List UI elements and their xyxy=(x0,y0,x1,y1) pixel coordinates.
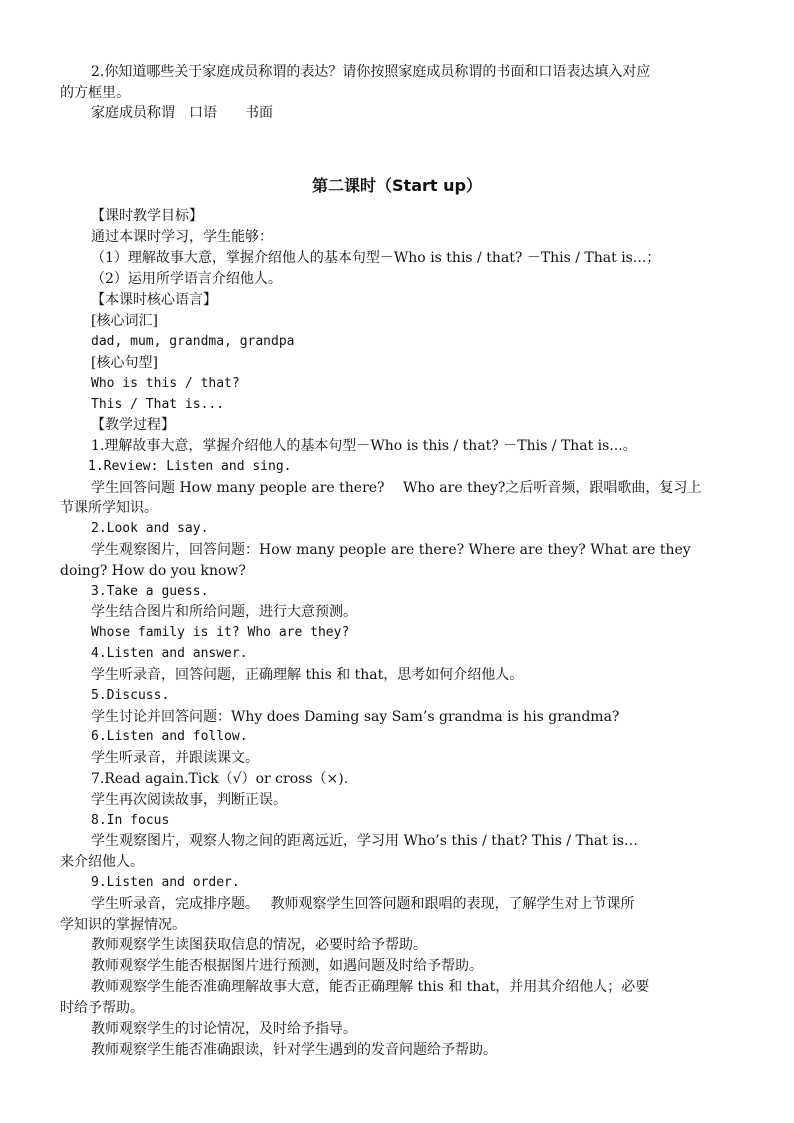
body-line: 教师观察学生能否准确理解故事大意，能否正确理解 this 和 that，并用其介绍他人；必要 xyxy=(91,979,650,995)
body-line: 学生回答问题 How many people are there? Who are they?之后听音频，跟唱歌曲，复习上 xyxy=(91,480,702,496)
family-terms-header: 家庭成员称谓 口语 书面 xyxy=(91,105,273,121)
body-line: （1）理解故事大意，掌握介绍他人的基本句型－Who is this / that? －This / That is...； xyxy=(91,250,661,266)
lesson-title: 第二课时（Start up） xyxy=(312,176,482,195)
body-line: Who is this / that? xyxy=(91,376,240,391)
body-line: dad, mum, grandma, grandpa xyxy=(91,334,295,349)
body-line: 1.理解故事大意，掌握介绍他人的基本句型－Who is this / that? －This / That is...。 xyxy=(91,438,637,454)
body-line: 7.Read again.Tick（√）or cross（×). xyxy=(91,771,349,787)
body-line: 学生听录音，并跟读课文。 xyxy=(91,750,259,766)
body-line: 通过本课时学习，学生能够： xyxy=(91,229,273,245)
body-line: Whose family is it? Who are they? xyxy=(91,625,350,640)
body-line: 教师观察学生能否根据图片进行预测，如遇问题及时给予帮助。 xyxy=(91,958,483,974)
body-line: [核心词汇] xyxy=(91,313,158,329)
body-line: 学生听录音，完成排序题。 教师观察学生回答问题和跟唱的表现，了解学生对上节课所 xyxy=(91,896,635,912)
body-line: 8.In focus xyxy=(91,813,170,828)
body-line: 时给予帮助。 xyxy=(60,1000,144,1016)
body-line: 学知识的掌握情况。 xyxy=(60,917,186,933)
body-line: 学生结合图片和所给问题，进行大意预测。 xyxy=(91,604,357,620)
body-line: 【课时教学目标】 xyxy=(91,208,203,224)
body-line: [核心句型] xyxy=(91,355,158,371)
body-line: 9.Listen and order. xyxy=(91,875,240,890)
body-line: （2）运用所学语言介绍他人。 xyxy=(91,271,282,287)
intro-question-line: 的方框里。 xyxy=(60,85,130,101)
body-line: 【本课时核心语言】 xyxy=(91,292,217,308)
body-line: 学生听录音，回答问题，正确理解 this 和 that，思考如何介绍他人。 xyxy=(91,667,524,683)
body-line: 教师观察学生读图获取信息的情况，必要时给予帮助。 xyxy=(91,937,427,953)
body-line: doing? How do you know? xyxy=(60,563,246,579)
body-line: 学生观察图片，观察人物之间的距离远近，学习用 Who’s this / that? This / That is… xyxy=(91,833,638,849)
body-line: 1.Review: Listen and sing. xyxy=(88,459,292,474)
body-line: 来介绍他人。 xyxy=(60,854,144,870)
body-line: 4.Listen and answer. xyxy=(91,646,248,661)
intro-question-line: 2.你知道哪些关于家庭成员称谓的表达？请你按照家庭成员称谓的书面和口语表达填入对应 xyxy=(91,64,651,80)
body-line: This / That is... xyxy=(91,397,225,412)
body-line: 学生再次阅读故事，判断正误。 xyxy=(91,792,287,808)
body-line: 【教学过程】 xyxy=(91,417,175,433)
body-line: 3.Take a guess. xyxy=(91,584,209,599)
body-line: 2.Look and say. xyxy=(91,521,209,536)
body-line: 节课所学知识。 xyxy=(60,500,158,516)
body-line: 学生观察图片，回答问题：How many people are there? Where are they? What are they xyxy=(91,542,691,558)
body-line: 学生讨论并回答问题：Why does Daming say Sam’s grandma is his grandma? xyxy=(91,709,620,725)
body-line: 教师观察学生能否准确跟读，针对学生遇到的发音问题给予帮助。 xyxy=(91,1042,497,1058)
body-line: 5.Discuss. xyxy=(91,688,170,703)
body-line: 6.Listen and follow. xyxy=(91,729,248,744)
body-line: 教师观察学生的讨论情况，及时给予指导。 xyxy=(91,1021,357,1037)
